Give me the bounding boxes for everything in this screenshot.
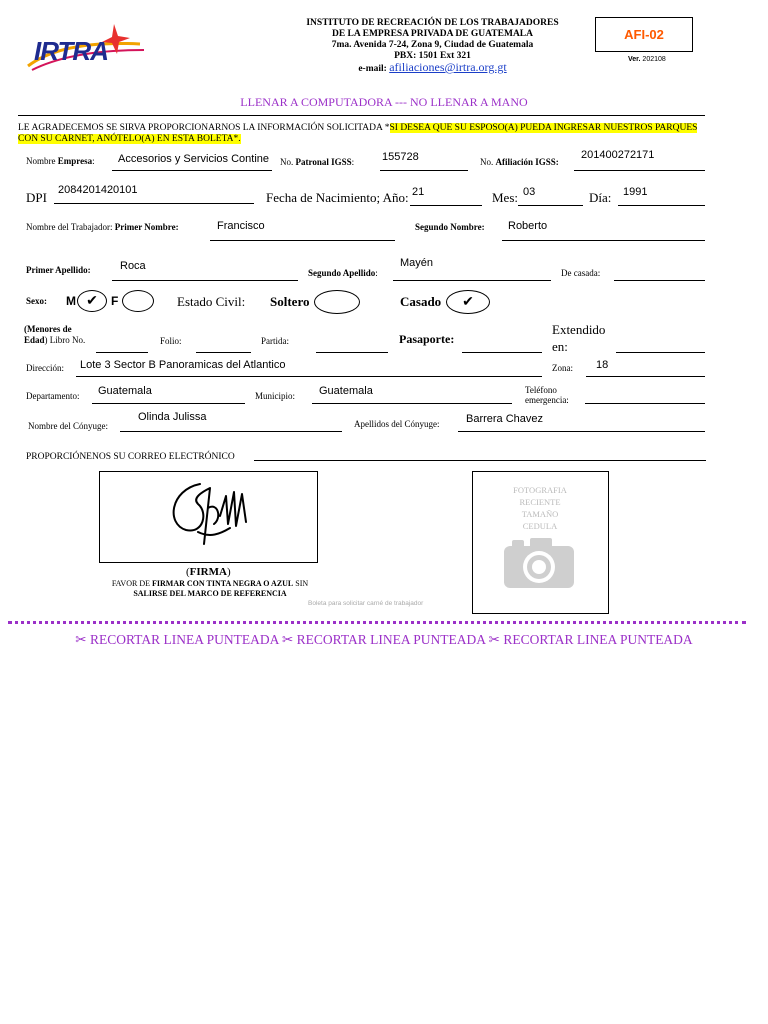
dpi-field[interactable]: 2084201420101 (58, 184, 138, 196)
check-icon: ✔ (462, 294, 474, 310)
direccion-field[interactable]: Lote 3 Sector B Panoramicas del Atlantico (80, 359, 286, 371)
primer-apellido-label: Primer Apellido: (26, 265, 91, 275)
header-line-1: INSTITUTO DE RECREACIÓN DE LOS TRABAJADORES (306, 18, 559, 28)
empresa-field[interactable]: Accesorios y Servicios Contine (118, 153, 270, 165)
fecha-nacimiento-label: Fecha de Nacimiento; Año: (266, 190, 409, 205)
soltero-label: Soltero (270, 294, 310, 309)
apellidos-conyuge-label: Apellidos del Cónyuge: (354, 419, 440, 429)
sexo-m-label: M (66, 294, 76, 308)
direccion-label: Dirección: (26, 363, 64, 373)
photo-instructions: FOTOGRAFIA RECIENTE TAMAÑO CEDULA (513, 485, 567, 531)
casado-option[interactable] (446, 290, 490, 314)
primer-nombre-label: Nombre del Trabajador: Primer Nombre: (26, 222, 179, 232)
extendido-label: Extendido en: (552, 322, 606, 354)
dia-field[interactable]: 1991 (623, 186, 648, 198)
segundo-apellido-label: Segundo Apellido: (308, 268, 378, 278)
dia-label: Día: (589, 190, 612, 205)
signature-icon (100, 472, 316, 562)
notice-text: LE AGRADECEMOS SE SIRVA PROPORCIONARNOS LA INFORMACIÓN SOLICITADA * (18, 123, 390, 133)
header-line-4: PBX: 1501 Ext 321 (394, 51, 471, 61)
casada-field[interactable] (614, 280, 705, 281)
notice-end: *. (233, 134, 241, 144)
boleta-note: Boleta para solicitar carné de trabajador (308, 600, 424, 607)
departamento-label: Departamento: (26, 391, 80, 401)
libro-field[interactable] (96, 352, 148, 353)
cut-line-text: ✂ RECORTAR LINEA PUNTEADA ✂ RECORTAR LINEA PUNTEADA ✂ RECORTAR LINEA PUNTEADA (75, 632, 693, 647)
logo-text: IRTRA (34, 36, 108, 66)
casada-label: De casada: (561, 268, 601, 278)
patronal-field[interactable]: 155728 (382, 151, 419, 163)
instruction-text: LLENAR A COMPUTADORA --- NO LLENAR A MANO (240, 95, 528, 109)
zona-label: Zona: (552, 363, 573, 373)
estado-civil-label: Estado Civil: (177, 294, 246, 309)
mes-label: Mes: (492, 190, 518, 205)
primer-nombre-field[interactable]: Francisco (217, 220, 265, 232)
patronal-label: No. Patronal IGSS: (280, 157, 355, 167)
extendido-field[interactable] (616, 352, 705, 353)
firma-label: (FIRMA) (186, 566, 231, 578)
folio-field[interactable] (196, 352, 251, 353)
instruction-divider (18, 115, 705, 116)
municipio-label: Municipio: (255, 391, 295, 401)
header-line-3: 7ma. Avenida 7-24, Zona 9, Ciudad de Guatemala (331, 40, 534, 50)
email-link[interactable]: afiliaciones@irtra.org.gt (389, 60, 507, 74)
notice-highlight: SI DESEA QUE SU ESPOSO(A) PUEDA INGRESAR NUESTROS PARQUES CON SU CARNET, ANÓTELO(A) EN ESTA BOLETA (18, 123, 698, 144)
casado-label: Casado (400, 294, 442, 309)
departamento-field[interactable]: Guatemala (98, 385, 152, 397)
sexo-f-label: F (111, 294, 119, 308)
pasaporte-field[interactable] (462, 352, 542, 353)
firma-instructions: FAVOR DE FIRMAR CON TINTA NEGRA O AZUL SIN SALIRSE DEL MARCO DE REFERENCIA (111, 579, 309, 598)
form-code-box (595, 17, 693, 52)
soltero-option[interactable] (314, 290, 360, 314)
pasaporte-label: Pasaporte: (399, 332, 455, 346)
conyuge-field[interactable]: Olinda Julissa (138, 411, 207, 423)
telefono-label: Teléfono emergencia: (525, 385, 569, 405)
telefono-field[interactable] (585, 403, 705, 404)
header-line-2: DE LA EMPRESA PRIVADA DE GUATEMALA (331, 29, 534, 39)
mes-field[interactable]: 03 (523, 186, 536, 198)
segundo-nombre-label: Segundo Nombre: (415, 222, 485, 232)
segundo-apellido-field[interactable]: Mayén (400, 257, 434, 269)
municipio-field[interactable]: Guatemala (319, 385, 373, 397)
dpi-label: DPI (26, 190, 47, 205)
irtra-logo (22, 20, 152, 80)
apellidos-conyuge-field[interactable]: Barrera Chavez (466, 413, 544, 425)
dotted-cut-line (8, 621, 746, 624)
zona-field[interactable]: 18 (596, 359, 609, 371)
form-code: AFI-02 (624, 27, 664, 42)
notice (18, 123, 708, 145)
partida-field[interactable] (316, 352, 388, 353)
photo-box[interactable] (472, 471, 609, 614)
afiliacion-field[interactable]: 201400272171 (581, 149, 655, 161)
anio-field[interactable]: 21 (412, 186, 425, 198)
signature-box[interactable] (99, 471, 318, 563)
correo-field[interactable] (254, 460, 706, 461)
menores-label: (Menores de Edad) Libro No. (24, 324, 86, 345)
correo-label: PROPORCIÓNENOS SU CORREO ELECTRÓNICO (26, 452, 235, 462)
sexo-label: Sexo: (26, 296, 47, 306)
partida-label: Partida: (261, 336, 289, 346)
primer-apellido-field[interactable]: Roca (120, 260, 146, 272)
folio-label: Folio: (160, 336, 182, 346)
sexo-m-option[interactable] (77, 290, 107, 312)
conyuge-label: Nombre del Cónyuge: (28, 421, 108, 431)
sexo-f-option[interactable] (122, 290, 154, 312)
institution-header (270, 18, 595, 75)
camera-icon (502, 536, 576, 590)
empresa-label: Nombre Empresa: (26, 156, 95, 166)
version-label: Ver. (628, 56, 641, 63)
afiliacion-label: No. Afiliación IGSS: (480, 157, 559, 167)
email-label: e-mail: (358, 64, 387, 74)
version-number: 202108 (642, 56, 666, 63)
check-icon: ✔ (86, 293, 98, 309)
version (628, 56, 666, 63)
segundo-nombre-field[interactable]: Roberto (508, 220, 548, 232)
